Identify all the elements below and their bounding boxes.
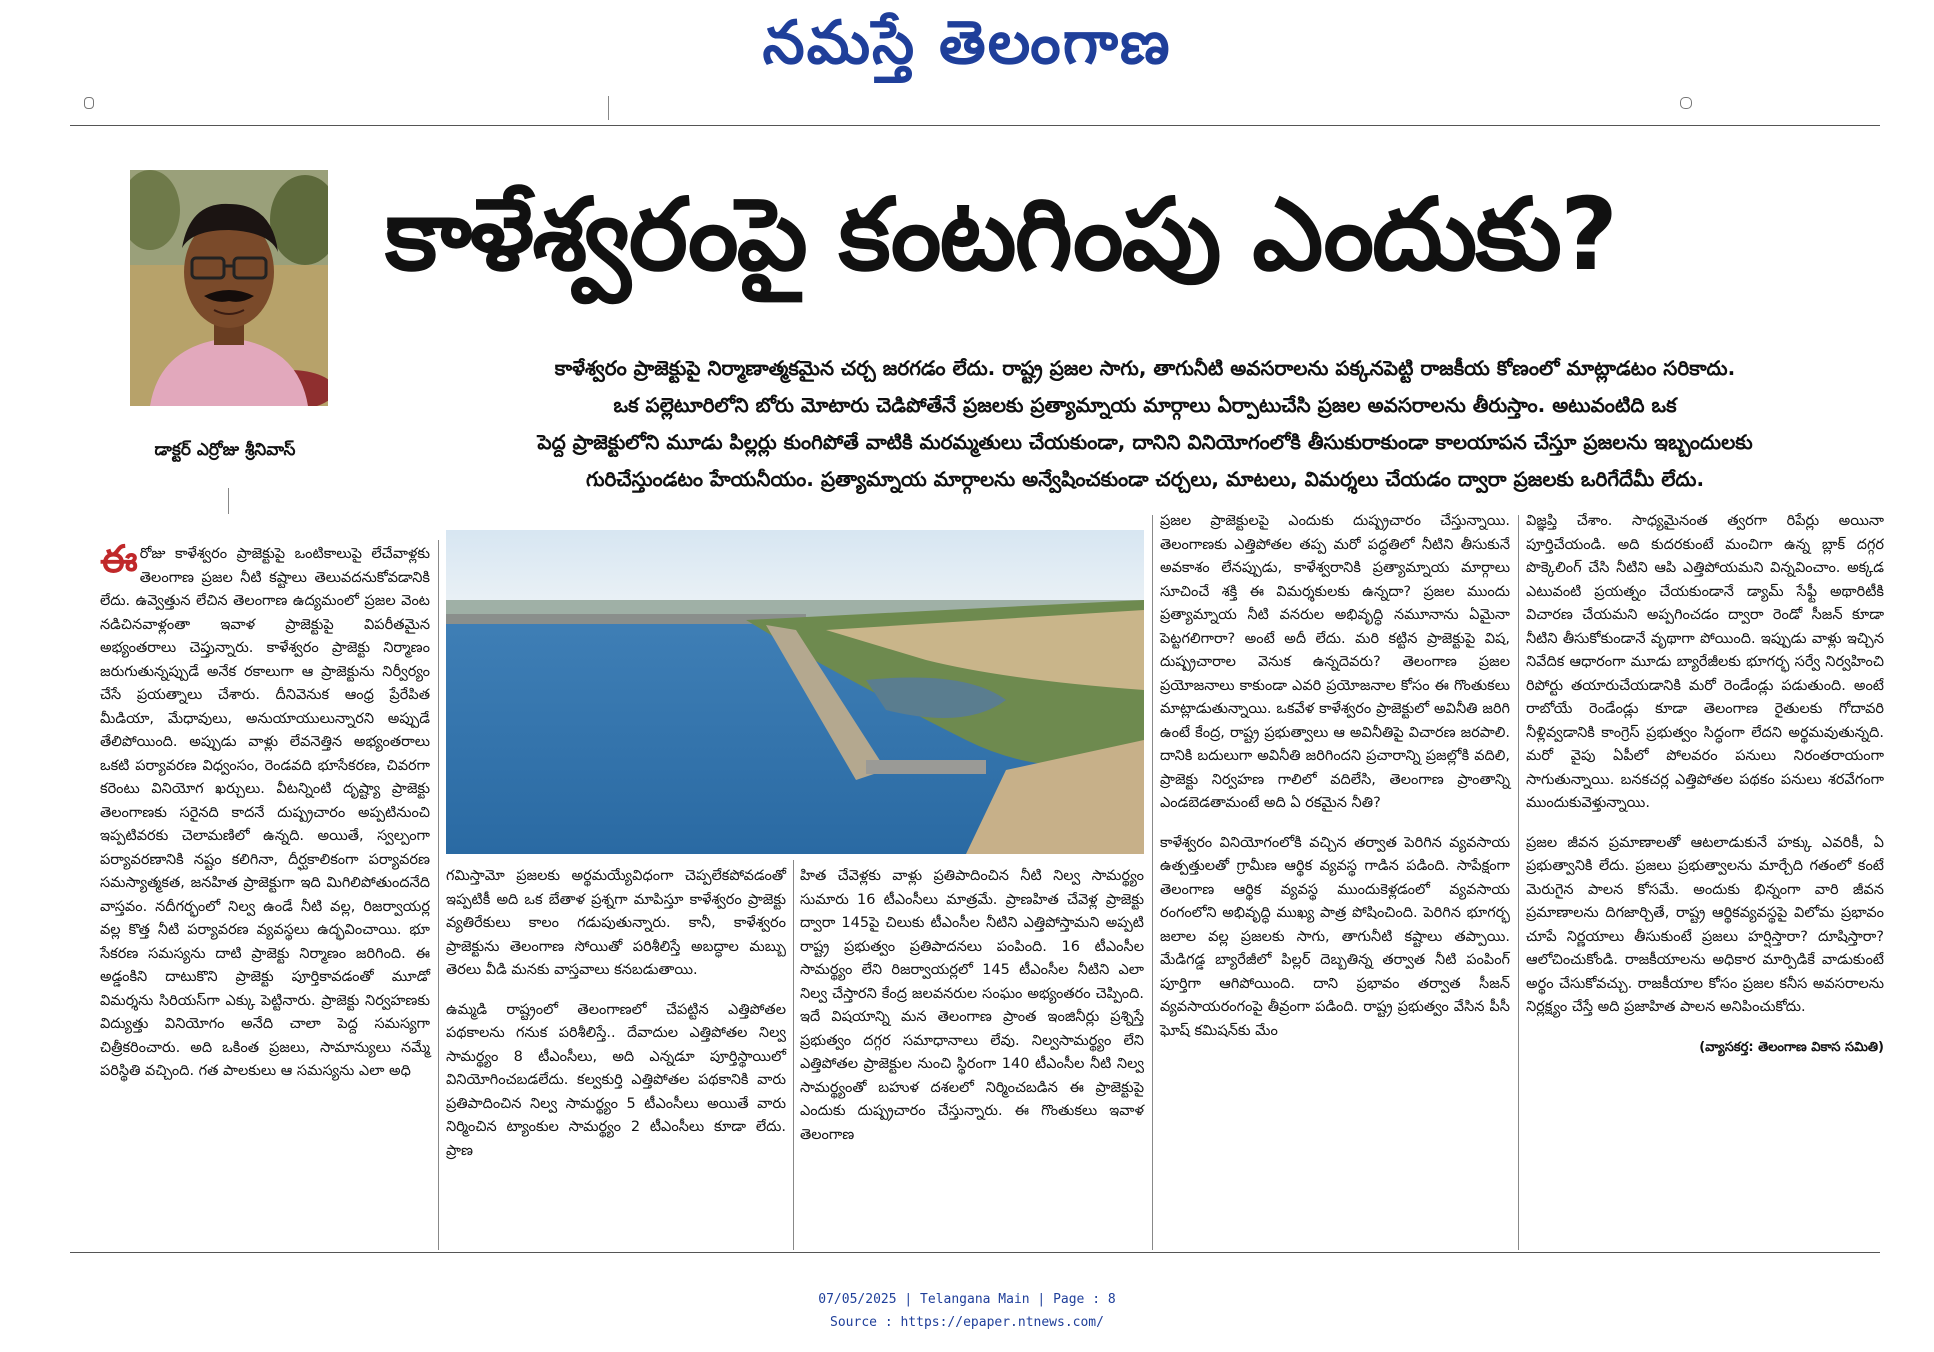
column-divider [1152, 515, 1153, 1250]
article-column-5 [1526, 510, 1884, 1059]
header-mark-right [1680, 97, 1692, 109]
author-byline: డాక్టర్ ఎర్రోజు శ్రీనివాస్ [154, 440, 296, 460]
page-info: 07/05/2025 | Telangana Main | Page : 8 [818, 1292, 1116, 1307]
header-divider [608, 96, 609, 120]
summary-line: గురిచేస్తుండటం హేయనీయం. ప్రత్యామ్నాయ మార్గాలను అన్వేషించకుండా చర్చలు, మాటలు, విమర్శలు చేయడం ద్వారా ప్రజలకు ఒరిగేదేమీ లేదు. [585, 467, 1705, 491]
byline-divider [228, 488, 229, 514]
column-divider [793, 860, 794, 1250]
summary-line: కాళేశ్వరం ప్రాజెక్టుపై నిర్మాణాత్మకమైన చర్చ జరగడం లేదు. రాష్ట్ర ప్రజల సాగు, తాగునీటి అవసరాలను పక్కనపెట్టి రాజకీయ కోణంలో మాట్లాడటం సరికాదు. [554, 356, 1736, 380]
article-paragraph: ఉమ్మడి రాష్ట్రంలో తెలంగాణలో చేపట్టిన ఎత్తిపోతల పథకాలను గనుక పరిశీలిస్తే.. దేవాదుల ఎత్తిపోతల నిల్వ సామర్థ్యం 8 టీఎంసీలు, అది ఎన్నడూ పూర్తిస్థాయిలో వినియోగించబడలేదు. కల్వకుర్తి ఎత్తిపోతల పథకానికి వారు ప్రతిపాదించిన నిల్వ సామర్థ్యం 5 టీఎంసీలు అయితే వారు నిర్మించిన ట్యాంకుల సామర్థ్యం 2 టీఎంసీలు కూడా లేదు. ప్రాణ [446, 1001, 786, 1159]
article-column-4 [1160, 510, 1510, 1059]
author-photo [130, 170, 328, 406]
barrage-photo [446, 530, 1144, 854]
article-paragraph: ప్రజల జీవన ప్రమాణాలతో ఆటలాడుకునే హక్కు ఎవరికీ, ఏ ప్రభుత్వానికి లేదు. ప్రజలు ప్రభుత్వాలను మార్చేది గతంలో కంటే మెరుగైన పాలన కోసమే. అందుకు భిన్నంగా వారి జీవన ప్రమాణాలను దిగజార్చితే, రాష్ట్ర ఆర్థికవ్యవస్థపై విలోమ ప్రభావం చూపే నిర్ణయాలు తీసుకుంటే ప్రజలు హర్షిస్తారా? దూషిస్తారా? ఆలోచించుకోండి. రాజకీయాలను అధికార మార్పిడికే వాడుకుంటే అర్థం చేసుకోవచ్చు. రాజకీయాల కోసం ప్రజల కనీస అవసరాలను నిర్లక్ష్యం చేస్తే అది ప్రజాహిత పాలన అనిపించుకోదు. [1526, 834, 1884, 1015]
article-paragraph: ప్రజల ప్రాజెక్టులపై ఎందుకు దుష్ప్రచారం చేస్తున్నాయి. తెలంగాణకు ఎత్తిపోతల తప్ప మరో పద్ధతిలో నీటిని తీసుకునే అవకాశం లేనప్పుడు, కాళేశ్వరానికి ప్రత్యామ్నాయ మార్గాలు సూచించే శక్తి ఈ విమర్శకులకు ఉన్నదా? ప్రజల ముందు ప్రత్యామ్నాయ నీటి వనరుల అభివృద్ధి నమూనాను ఏమైనా పెట్టగలిగారా? అంటే అదీ లేదు. మరి కట్టిన ప్రాజెక్టుపై విష, దుష్ప్రచారాల వెనుక ఉన్నదెవరు? తెలంగాణ ప్రజల ప్రయోజనాలు కాకుండా ఎవరి ప్రయోజనాల కోసం ఈ గొంతుకలు మాట్లాడుతున్నాయి. ఒకవేళ కాళేశ్వరం ప్రాజెక్టులో అవినీతి జరిగి ఉంటే కేంద్ర, రాష్ట్ర ప్రభుత్వాలు ఆ అవినీతిపై విచారణ జరపాలి. దానికి బదులుగా అవినీతి జరిగిందని ప్రచారాన్ని ప్రజల్లోకి వదిలి, ప్రాజెక్టు నిర్వహణ గాలిలో వదిలేసి, తెలంగాణ ప్రాంతాన్ని ఎండబెడతామంటే అది ఏ రకమైన నీతి? [1160, 513, 1510, 811]
bottom-rule [70, 1252, 1880, 1253]
column-divider [438, 540, 439, 1250]
article-paragraph: హిత చేవెళ్లకు వాళ్లు ప్రతిపాదించిన నీటి నిల్వ సామర్థ్యం సుమారు 16 టీఎంసీలు మాత్రమే. ప్రాణహిత చేవెళ్ల ప్రాజెక్టు ద్వారా 145పై చిలుకు టీఎంసీల నీటిని ఎత్తిపోస్తామని అప్పటి రాష్ట్ర ప్రభుత్వం ప్రతిపాదనలు పంపింది. 16 టీఎంసీల సామర్థ్యం లేని రిజర్వాయర్లలో 145 టీఎంసీల నీటిని ఎలా నిల్వ చేస్తారని కేంద్ర జలవనరుల సంఘం అభ్యంతరం చెప్పింది. ఇదే విషయాన్ని మన తెలంగాణ ప్రాంత ఇంజినీర్లు ప్రశ్నిస్తే ప్రభుత్వం దగ్గర సమాధానాలు లేవు. నిల్వసామర్థ్యం లేని ఎత్తిపోతల ప్రాజెక్టుల నుంచి స్థిరంగా 140 టీఎంసీల నీటి నిల్వ సామర్థ్యంతో బహుళ దశలలో నిర్మించబడిన ఈ ప్రాజెక్టుపై ఎందుకు దుష్ప్రచారం చేస్తున్నారు. ఈ గొంతుకలు ఇవాళ తెలంగాణ [800, 868, 1144, 1143]
headline: కాళేశ్వరంపై కంటగింపు ఎందుకు? [385, 176, 1617, 293]
summary-line: పెద్ద ప్రాజెక్టులోని మూడు పిల్లర్లు కుంగిపోతే వాటికి మరమ్మతులు చేయకుండా, దానిని వినియోగంలోకి తీసుకురాకుండా కాలయాపన చేస్తూ ప్రజలను ఇబ్బందులకు [537, 430, 1753, 454]
masthead-logo: నమస్తే తెలంగాణ [762, 8, 1172, 78]
column-divider [1518, 515, 1519, 1250]
summary [395, 350, 1895, 498]
article-paragraph: గమిస్తామో ప్రజలకు అర్థమయ్యేవిధంగా చెప్పలేకపోవడంతో ఇప్పటికీ అది ఒక బేతాళ ప్రశ్నగా మాపిస్తూ కాళేశ్వరం ప్రాజెక్టు వ్యతిరేకులు కాలం గడుపుతున్నారు. కానీ, కాళేశ్వరం ప్రాజెక్టును తెలంగాణ సోయితో పరిశీలిస్తే అబద్ధాల మబ్బు తెరలు వీడి మనకు వాస్తవాలు కనబడుతాయి. [446, 868, 786, 978]
source-link[interactable]: Source : https://epaper.ntnews.com/ [830, 1315, 1104, 1330]
article-paragraph: ఈరోజు కాళేశ్వరం ప్రాజెక్టుపై ఒంటికాలుపై లేచేవాళ్లకు తెలంగాణ ప్రజల నీటి కష్టాలు తెలువదనుకోవడానికి లేదు. ఉవ్వెత్తున లేచిన తెలంగాణ ఉద్యమంలో ప్రజల వెంట నడిచినవాళ్లంతా ఇవాళ ప్రాజెక్టుపై విపరీతమైన అభ్యంతరాలు చెప్తున్నారు. కాళేశ్వరం ప్రాజెక్టు నిర్మాణం జరుగుతున్నప్పుడే అనేక రకాలుగా ఆ ప్రాజెక్టును నిర్వీర్యం చేసే ప్రయత్నాలు చేశారు. దీనివెనుక ఆంధ్ర ప్రేరేపిత మీడియా, మేధావులు, అనుయాయులున్నారని అప్పుడే తేలిపోయింది. అప్పుడు వాళ్లు లేవనెత్తిన అభ్యంతరాలు ఒకటి పర్యావరణ విధ్వంసం, రెండవది భూసేకరణ, చివరగా కరెంటు వినియోగ ఖర్చులు. వీటన్నింటి దృష్ట్యా ప్రాజెక్టు తెలంగాణకు సరైనది కాదనే దుష్ప్రచారం అప్పటినుంచి ఇప్పటివరకు చెలామణిలో ఉన్నది. అయితే, స్వల్పంగా పర్యావరణానికి నష్టం కలిగినా, దీర్ఘకాలికంగా పర్యావరణ సమస్యాత్మకత, జనహిత ప్రాజెక్టుగా ఇది మిగిలిపోతుందనేది వాస్తవం. నదీగర్భంలో నిల్వ ఉండే నీటి వల్ల, రిజర్వాయర్ల వల్ల కొత్త నీటి పర్యావరణ వ్యవస్థలు ఉద్భవించాయి. భూ సేకరణ సమస్యను దాటి ప్రాజెక్టు నిర్మాణం జరిగింది. ఈ అడ్డంకిని దాటుకొని ప్రాజెక్టు పూర్తికావడంతో మూడో విమర్శను సిరియస్‌గా ఎక్కు పెట్టినారు. ప్రాజెక్టు నిర్వహణకు విద్యుత్తు వినియోగం అనేది చాలా పెద్ద సమస్యగా చిత్రీకరించారు. అది ఒకింత ప్రజలు, సామాన్యులు నమ్మే పరిస్థితి వచ్చింది. గత పాలకులు ఆ సమస్యను ఎలా అధి [100, 537, 430, 1079]
article-column-2 [446, 865, 786, 1179]
header-rule [70, 125, 1880, 126]
summary-line: ఒక పల్లెటూరిలోని బోరు మోటారు చెడిపోతేనే ప్రజలకు ప్రత్యామ్నాయ మార్గాలు ఏర్పాటుచేసి ప్రజల అవసరాలను తీరుస్తాం. అటువంటిది ఒక [613, 393, 1677, 417]
article-paragraph: కాళేశ్వరం వినియోగంలోకి వచ్చిన తర్వాత పెరిగిన వ్యవసాయ ఉత్పత్తులతో గ్రామీణ ఆర్థిక వ్యవస్థ గాడిన పడింది. సాపేక్షంగా తెలంగాణ ఆర్థిక వ్యవస్థ ముందుకెళ్లడంలో వ్యవసాయ రంగంలోని అభివృద్ధి ముఖ్య పాత్ర పోషించింది. పెరిగిన భూగర్భ జలాల వల్ల ప్రజలకు సాగు, తాగునీటి కష్టాలు తప్పాయి. మేడిగడ్డ బ్యారేజీలో పిల్లర్ దెబ్బతిన్న తర్వాత నీటి పంపింగ్ పూర్తిగా ఆగిపోయింది. దాని ప్రభావం తర్వాత సీజన్ వ్యవసాయరంగంపై తీవ్రంగా పడింది. రాష్ట్ర ప్రభుత్వం వేసిన పీసీ ఘోష్ కమిషన్‌కు మేం [1160, 834, 1510, 1039]
article-column-3 [800, 865, 1144, 1163]
header-mark-left [84, 97, 94, 109]
article-paragraph: విజ్ఞప్తి చేశాం. సాధ్యమైనంత త్వరగా రిపేర్లు అయినా పూర్తిచేయండి. అది కుదరకుంటే మంచిగా ఉన్న బ్లాక్ దగ్గర పొక్కెలింగ్ చేసి నీటిని ఆపి ఎత్తిపోయమని విన్నవించాం. అక్కడ ఎటువంటి ప్రయత్నం చేయకుండానే డ్యామ్ సేఫ్టీ అథారిటీకి విచారణ చేయమని అప్పగించడం ద్వారా రెండో సీజన్ కూడా నీటిని తీసుకోకుండానే వృథాగా పోయింది. ఇప్పుడు వాళ్లు ఇచ్చిన నివేదిక ఆధారంగా మూడు బ్యారేజీలకు భూగర్భ సర్వే నిర్వహించి రిపోర్టు తయారుచేయడానికి మరో రెండేండ్లు పడుతుంది. అంటే రాబోయే రెండేండ్లు కూడా తెలంగాణ రైతులకు గోదావరి నీళ్లివ్వడానికి కాంగ్రెస్ ప్రభుత్వం సిద్ధంగా లేదని అర్థమవుతున్నది. మరో వైపు ఏపీలో పోలవరం పనులు నిరంతరాయంగా సాగుతున్నాయి. బనకచర్ల ఎత్తిపోతల పథకం పనులు శరవేగంగా ముందుకువెళ్తున్నాయి. [1526, 513, 1884, 811]
article-column-1 [100, 537, 430, 1100]
author-credit: (వ్యాసకర్త: తెలంగాణ వికాస సమితి) [1699, 1039, 1884, 1055]
